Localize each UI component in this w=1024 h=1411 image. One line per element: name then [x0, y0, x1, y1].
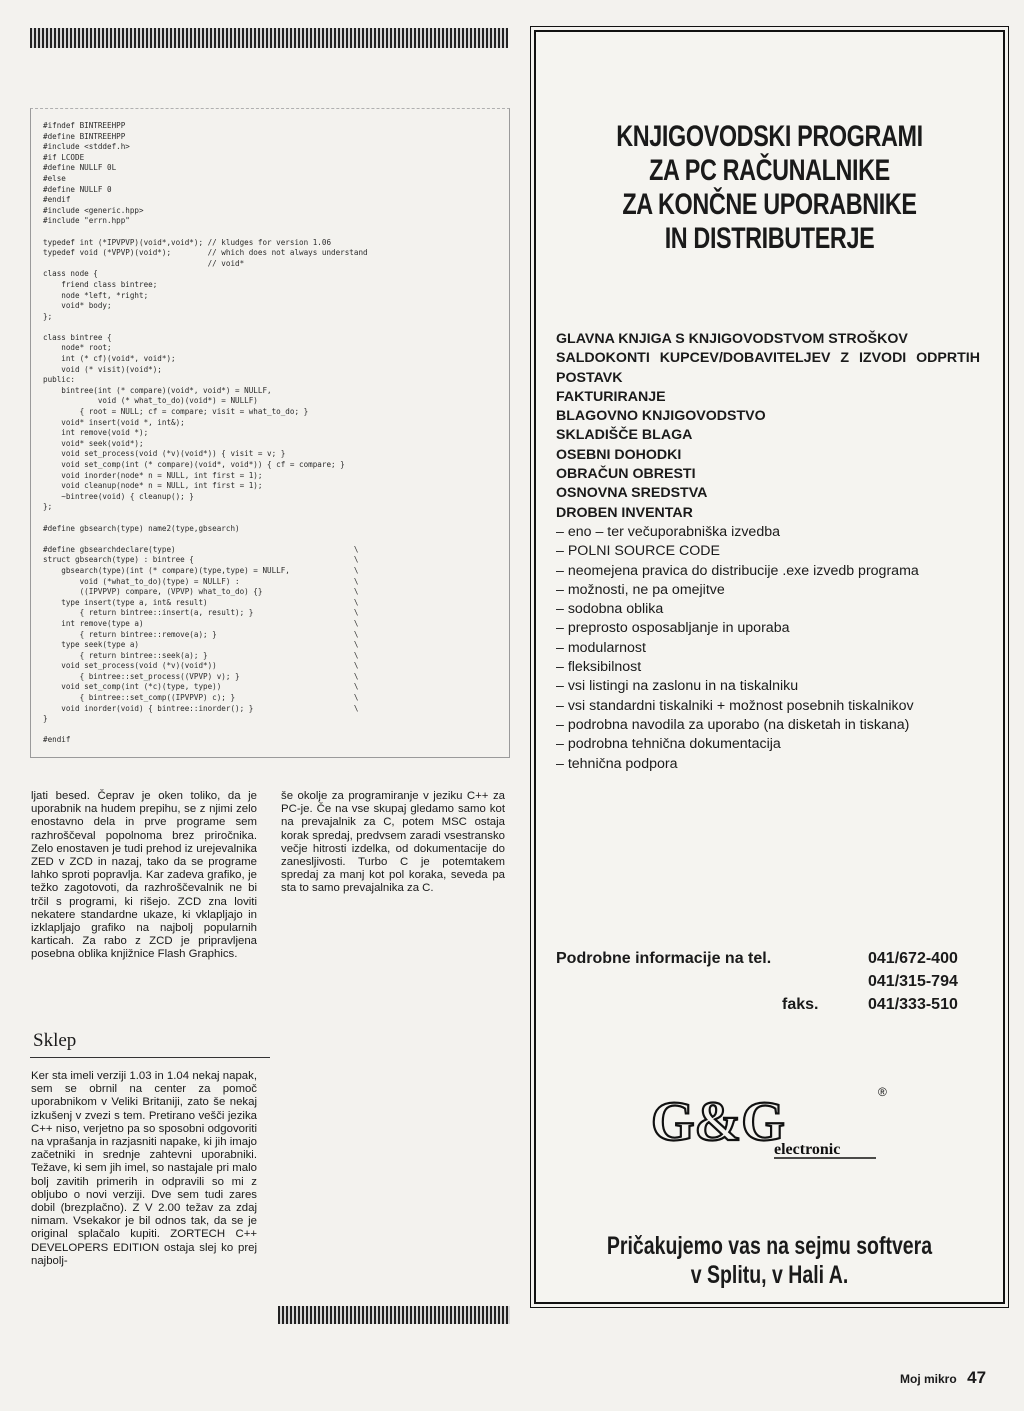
header-stripe-bar [30, 28, 508, 48]
registered-mark: ® [878, 1085, 887, 1099]
ad-footer-line: Pričakujemo vas na sejmu softvera [606, 1232, 933, 1260]
ad-program-item: FAKTURIRANJE [556, 388, 666, 405]
ad-feature-item: – možnosti, ne pa omejitve [556, 581, 725, 598]
ad-program-item: OBRAČUN OBRESTI [556, 466, 696, 483]
ad-feature-item: – tehnična podpora [556, 755, 678, 772]
ad-fax-number: 041/333-510 [868, 996, 958, 1013]
footer-stripe-bar [278, 1306, 510, 1324]
ad-program-item: SALDOKONTI KUPCEV/DOBAVITELJEV Z IZVODI ODPRTIH POSTAVK [556, 350, 980, 386]
ad-program-item: OSEBNI DOHODKI [556, 446, 682, 463]
ad-feature-item: – fleksibilnost [556, 659, 642, 676]
article-left-column: ljati besed. Čeprav je oken toliko, da je uporabnik na hudem prepihu, se z njimi zelo enostavno dela in prve programe sem razhroščeval popolnoma brez priročnika. Zelo enostaven je tudi prehod iz urejevalnika ZED v ZCD in nazaj, tako da se programe lahko sproti popravlja. Kar zadeva grafiko, je težko zagotovoti, da razhroščevalnik ne bi trčil s programi, ki rišejo. ZCD zna loviti nekatere standardne ukaze, ki vklapljajo in izklapljajo grafiko na najbolj popularnih karticah. Za rabo z ZCD je pripravljena posebna oblika knjižnice Flash Graphics. [31, 790, 257, 961]
ad-title-line: IN DISTRIBUTERJE [664, 222, 875, 255]
ad-title-line: KNJIGOVODSKI PROGRAMI [616, 120, 923, 153]
section-heading-rule [30, 1057, 270, 1058]
ad-fax-label: faks. [782, 996, 819, 1013]
ad-title [587, 120, 951, 256]
ad-phone-number: 041/672-400 [868, 950, 958, 967]
ad-feature-item: – vsi standardni tiskalniki + možnost posebnih tiskalnikov [556, 697, 914, 714]
ad-program-item: GLAVNA KNJIGA S KNJIGOVODSTVOM STROŠKOV [556, 331, 908, 347]
ad-program-item: BLAGOVNO KNJIGOVODSTVO [556, 408, 766, 425]
ad-feature-item: – podrobna tehnična dokumentacija [556, 736, 781, 753]
code-listing-box [30, 108, 510, 758]
ad-title-line: ZA PC RAČUNALNIKE [649, 154, 890, 187]
ad-feature-item: – POLNI SOURCE CODE [556, 543, 720, 560]
logo-subtitle: electronic [774, 1141, 841, 1158]
ad-feature-item: – sodobna oblika [556, 601, 664, 618]
ad-program-item: OSNOVNA SREDSTVA [556, 485, 708, 502]
advertisement [534, 30, 1005, 1304]
ad-feature-item: – podrobna navodila za uporabo (na disketah in tiskana) [556, 716, 910, 733]
code-listing: #ifndef BINTREEHPP #define BINTREEHPP #include <stddef.h> #if LCODE #define NULLF 0L #else #define NULLF 0 #endif #include <generic.hpp> #include "errn.hpp" typedef int (*IPVPVP)(void*,void*); // kludges for version 1.06 typedef void (*VPVP)(void*); // which does not always understand // void* class node { friend class bintree; node *left, *right; void* body; }; class bintree { node* root; int (* cf)(void*, void*); void (* visit)(void*); public: bintree(int (* compare)(void*, void*) = NULLF, void (* what_to_do)(void*) = NULLF) { root = NULL; cf = compare; visit = what_to_do; } void* insert(void *, int&); int remove(void *); void* seek(void*); void set_process(void (*v)(void*)) { visit = v; } void set_comp(int (* compare)(void*, void*)) { cf = compare; } void inorder(node* n = NULL, int first = 1); void cleanup(node* n = NULL, int first = 1); ~bintree(void) { cleanup(); } }; #define gbsearch(type) name2(type,gbsearch) #define gbsearchdeclare(type) \ struct gbsearch(type) : bintree { \ gbsearch(type)(int (* compare)(type,type) = NULLF, \ void (*what_to_do)(type) = NULLF) : \ ((IPVPVP) compare, (VPVP) what_to_do) {} \ type insert(type a, int& result) \ { return bintree::insert(a, result); } \ int remove(type a) \ { return bintree::remove(a); } \ type seek(type a) \ { return bintree::seek(a); } \ void set_process(void (*v)(void*)) \ { bintree::set_process((VPVP) v); } \ void set_comp(int (*c)(type, type)) \ { bintree::set_comp((IPVPVP) c); } \ void inorder(void) { bintree::inorder(); } \ } #endif [43, 121, 368, 745]
magazine-name: Moj mikro [900, 1372, 957, 1386]
ad-phone-number: 041/315-794 [868, 973, 958, 990]
company-logo [646, 1082, 896, 1162]
ad-feature-item: – eno – ter večuporabniška izvedba [556, 523, 780, 540]
ad-title-line: ZA KONČNE UPORABNIKE [622, 188, 917, 221]
logo-letters: G&G [651, 1091, 785, 1153]
ad-feature-item: – neomejena pravica do distribucije .exe izvedb programa [556, 562, 919, 579]
ad-footer [587, 1232, 951, 1290]
ad-program-item: DROBEN INVENTAR [556, 504, 693, 521]
page-footer [900, 1368, 986, 1388]
article-middle-column: še okolje za programiranje v jeziku C++ za PC-je. Če na vse skupaj gledamo samo kot na prevajalnik za C, potem MSC ostaja korak spredaj, predvsem zaradi vsestransko večje hitrosti izdelka, od dokumentacije do zanesljivosti. Turbo C je potemtakem spredaj za manj kot pol koraka, seveda pa sta to samo prevajalnika za C. [281, 790, 505, 895]
article-sklep-text: Ker sta imeli verziji 1.03 in 1.04 nekaj napak, sem se obrnil na center za pomoč uporabnikom v Veliki Britaniji, zato še nekaj izkušenj v zvezi s tem. Pretirano vešči jezika C++ niso, verjetno pa so sposobni odgovoriti na vprašanja in razjasniti napake, ki jih imajo začetniki in srednje zahtevni uporabniki. Težave, ki sem jih imel, so nastajale pri malo bolj zavitih primerih in odpravili so mi z obljubo o novi verziji. Dve sem tudi zares dobil (brezplačno). Z V 2.00 težav za zdaj nimam. Vsekakor je bil odnos tak, da se je original splačalo kupiti. ZORTECH C++ DEVELOPERS EDITION ostaja slej ko prej najbolj- [31, 1070, 257, 1267]
ad-program-item: SKLADIŠČE BLAGA [556, 427, 693, 444]
ad-feature-item: – vsi listingi na zaslonu in na tiskalniku [556, 678, 799, 695]
ad-feature-item: – modularnost [556, 639, 646, 656]
section-heading-sklep: Sklep [33, 1030, 77, 1051]
ad-footer-line: v Splitu, v Hali A. [690, 1261, 849, 1289]
ad-program-list [556, 330, 980, 774]
ad-feature-item: – preprosto osposabljanje in uporaba [556, 620, 790, 637]
ad-contact-label: Podrobne informacije na tel. [556, 950, 772, 967]
page-number: 47 [967, 1368, 987, 1387]
